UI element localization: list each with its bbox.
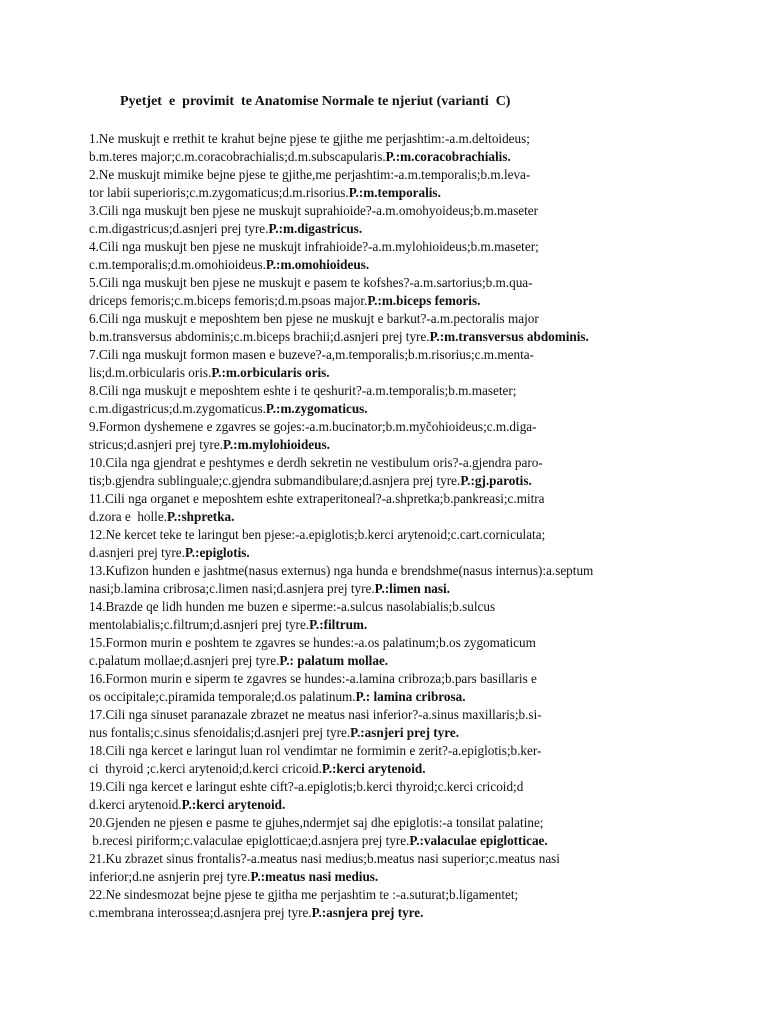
question-text: tis;b.gjendra sublinguale;c.gjendra submandibulare;d.asnjera prej tyre.: [89, 473, 461, 488]
question-text: 9.Formon dyshemene e zgavres se gojes:-a.m.bucinator;b.m.myčohioideus;c.m.diga-: [89, 419, 537, 434]
answer-text: P.:filtrum.: [309, 617, 368, 632]
question-line: [89, 742, 749, 760]
question-line: [89, 688, 749, 706]
question-text: 2.Ne muskujt mimike bejne pjese te gjithe,me perjashtim:-a.m.temporalis;b.m.leva-: [89, 167, 531, 182]
question-text: b.m.teres major;c.m.coracobrachialis;d.m.subscapularis.: [89, 149, 386, 164]
question-line: [89, 760, 749, 778]
question-text: 22.Ne sindesmozat bejne pjese te gjitha me perjashtim te :-a.suturat;b.ligamentet;: [89, 887, 519, 902]
answer-text: P.:m.digastricus.: [268, 221, 363, 236]
question-line: [89, 580, 749, 598]
question-text: lis;d.m.orbicularis oris.: [89, 365, 212, 380]
question-line: [89, 418, 749, 436]
question-text: 1.Ne muskujt e rrethit te krahut bejne pjese te gjithe me perjashtim:-a.m.deltoideus;: [89, 131, 530, 146]
question-line: [89, 868, 749, 886]
question-text: d.kerci arytenoid.: [89, 797, 182, 812]
question-text: nasi;b.lamina cribrosa;c.limen nasi;d.asnjera prej tyre.: [89, 581, 375, 596]
answer-text: P.:asnjera prej tyre.: [311, 905, 424, 920]
question-text: 15.Formon murin e poshtem te zgavres se hundes:-a.os palatinum;b.os zygomaticum: [89, 635, 536, 650]
question-text: b.recesi piriform;c.valaculae epiglotticae;d.asnjera prej tyre.: [89, 833, 410, 848]
question-line: [89, 598, 749, 616]
question-line: [89, 148, 749, 166]
question-line: [89, 130, 749, 148]
question-text: stricus;d.asnjeri prej tyre.: [89, 437, 224, 452]
question-line: [89, 778, 749, 796]
question-text: 5.Cili nga muskujt ben pjese ne muskujt e pasem te kofshes?-a.m.sartorius;b.m.qua-: [89, 275, 533, 290]
question-line: [89, 616, 749, 634]
page-title: Pyetjet e provimit te Anatomise Normale te njeriut (varianti C): [120, 94, 511, 109]
answer-text: P.:asnjeri prej tyre.: [350, 725, 460, 740]
answer-text: P.:epiglotis.: [184, 545, 250, 560]
answer-text: P.:shpretka.: [167, 509, 235, 524]
question-text: 17.Cili nga sinuset paranazale zbrazet ne meatus nasi inferior?-a.sinus maxillaris;b.si-: [89, 707, 542, 722]
question-text: 14.Brazde qe lidh hunden me buzen e siperme:-a.sulcus nasolabialis;b.sulcus: [89, 599, 496, 614]
question-text: c.m.digastricus;d.m.zygomaticus.: [89, 401, 266, 416]
question-line: [89, 562, 749, 580]
question-text: os occipitale;c.piramida temporale;d.os palatinum.: [89, 689, 356, 704]
answer-text: P.:m.omohioideus.: [265, 257, 370, 272]
question-line: [89, 886, 749, 904]
answer-text: P.:m.mylohioideus.: [223, 437, 330, 452]
question-line: [89, 256, 749, 274]
question-text: mentolabialis;c.filtrum;d.asnjeri prej tyre.: [89, 617, 310, 632]
answer-text: P.:m.zygomaticus.: [265, 401, 368, 416]
answer-text: P.:m.orbicularis oris.: [211, 365, 330, 380]
question-text: 8.Cili nga muskujt e meposhtem eshte i te qeshurit?-a.m.temporalis;b.m.maseter;: [89, 383, 517, 398]
question-line: [89, 238, 749, 256]
question-line: [89, 184, 749, 202]
question-text: c.m.digastricus;d.asnjeri prej tyre.: [89, 221, 269, 236]
question-line: [89, 544, 749, 562]
question-line: [89, 904, 749, 922]
question-text: driceps femoris;c.m.biceps femoris;d.m.psoas major.: [89, 293, 368, 308]
question-line: [89, 796, 749, 814]
question-line: [89, 634, 749, 652]
question-text: ci thyroid ;c.kerci arytenoid;d.kerci cricoid.: [89, 761, 322, 776]
question-line: [89, 490, 749, 508]
question-text: 12.Ne kercet teke te laringut ben pjese:-a.epiglotis;b.kerci arytenoid;c.cart.corniculata;: [89, 527, 546, 542]
question-line: [89, 220, 749, 238]
question-text: d.asnjeri prej tyre.: [89, 545, 185, 560]
question-line: [89, 472, 749, 490]
question-text: c.palatum mollae;d.asnjeri prej tyre.: [89, 653, 280, 668]
question-text: 18.Cili nga kercet e laringut luan rol vendimtar ne formimin e zerit?-a.epiglotis;b.ker-: [89, 743, 542, 758]
question-line: [89, 328, 749, 346]
question-text: 6.Cili nga muskujt e meposhtem ben pjese ne muskujt e barkut?-a.m.pectoralis major: [89, 311, 539, 326]
question-text: 4.Cili nga muskujt ben pjese ne muskujt infrahioide?-a.m.mylohioideus;b.m.maseter;: [89, 239, 539, 254]
question-line: [89, 166, 749, 184]
question-line: [89, 202, 749, 220]
question-list: [89, 130, 749, 922]
question-line: [89, 274, 749, 292]
question-text: nus fontalis;c.sinus sfenoidalis;d.asnjeri prej tyre.: [89, 725, 351, 740]
answer-text: P.:m.temporalis.: [348, 185, 441, 200]
answer-text: P.: lamina cribrosa.: [355, 689, 466, 704]
question-text: 10.Cila nga gjendrat e peshtymes e derdh sekretin ne vestibulum oris?-a.gjendra paro-: [89, 455, 543, 470]
question-text: 7.Cili nga muskujt formon masen e buzeve?-a,m.temporalis;b.m.risorius;c.m.menta-: [89, 347, 534, 362]
question-line: [89, 310, 749, 328]
question-line: [89, 292, 749, 310]
question-line: [89, 670, 749, 688]
question-line: [89, 364, 749, 382]
question-line: [89, 400, 749, 418]
answer-text: P.:valaculae epiglotticae.: [409, 833, 548, 848]
question-line: [89, 724, 749, 742]
question-line: [89, 382, 749, 400]
question-text: 16.Formon murin e siperm te zgavres se hundes:-a.lamina cribroza;b.pars basillaris e: [89, 671, 537, 686]
answer-text: P.: palatum mollae.: [279, 653, 389, 668]
answer-text: P.:gj.parotis.: [460, 473, 532, 488]
answer-text: P.:limen nasi.: [374, 581, 450, 596]
question-text: tor labii superioris;c.m.zygomaticus;d.m.risorius.: [89, 185, 349, 200]
question-line: [89, 454, 749, 472]
question-line: [89, 814, 749, 832]
answer-text: P.:m.coracobrachialis.: [385, 149, 511, 164]
question-text: c.membrana interossea;d.asnjera prej tyre.: [89, 905, 312, 920]
question-text: b.m.transversus abdominis;c.m.biceps brachii;d.asnjeri prej tyre.: [89, 329, 430, 344]
question-line: [89, 526, 749, 544]
question-line: [89, 832, 749, 850]
question-line: [89, 652, 749, 670]
answer-text: P.:kerci arytenoid.: [181, 797, 286, 812]
question-text: d.zora e holle.: [89, 509, 167, 524]
question-line: [89, 346, 749, 364]
question-line: [89, 706, 749, 724]
answer-text: P.:m.biceps femoris.: [367, 293, 481, 308]
answer-text: P.:meatus nasi medius.: [250, 869, 379, 884]
question-text: c.m.temporalis;d.m.omohioideus.: [89, 257, 266, 272]
answer-text: P.:m.transversus abdominis.: [429, 329, 589, 344]
question-text: 21.Ku zbrazet sinus frontalis?-a.meatus nasi medius;b.meatus nasi superior;c.meatus nasi: [89, 851, 560, 866]
question-text: 11.Cili nga organet e meposhtem eshte extraperitoneal?-a.shpretka;b.pankreasi;c.mitra: [89, 491, 545, 506]
question-text: inferior;d.ne asnjerin prej tyre.: [89, 869, 251, 884]
answer-text: P.:kerci arytenoid.: [321, 761, 426, 776]
question-text: 19.Cili nga kercet e laringut eshte cift?-a.epiglotis;b.kerci thyroid;c.kerci cricoid;d: [89, 779, 524, 794]
question-line: [89, 508, 749, 526]
question-text: 3.Cili nga muskujt ben pjese ne muskujt suprahioide?-a.m.omohyoideus;b.m.maseter: [89, 203, 539, 218]
question-line: [89, 436, 749, 454]
question-text: 13.Kufizon hunden e jashtme(nasus externus) nga hunda e brendshme(nasus internus):a.septum: [89, 563, 594, 578]
question-text: 20.Gjenden ne pjesen e pasme te gjuhes,ndermjet saj dhe epiglotis:-a tonsilat palatine;: [89, 815, 544, 830]
question-line: [89, 850, 749, 868]
